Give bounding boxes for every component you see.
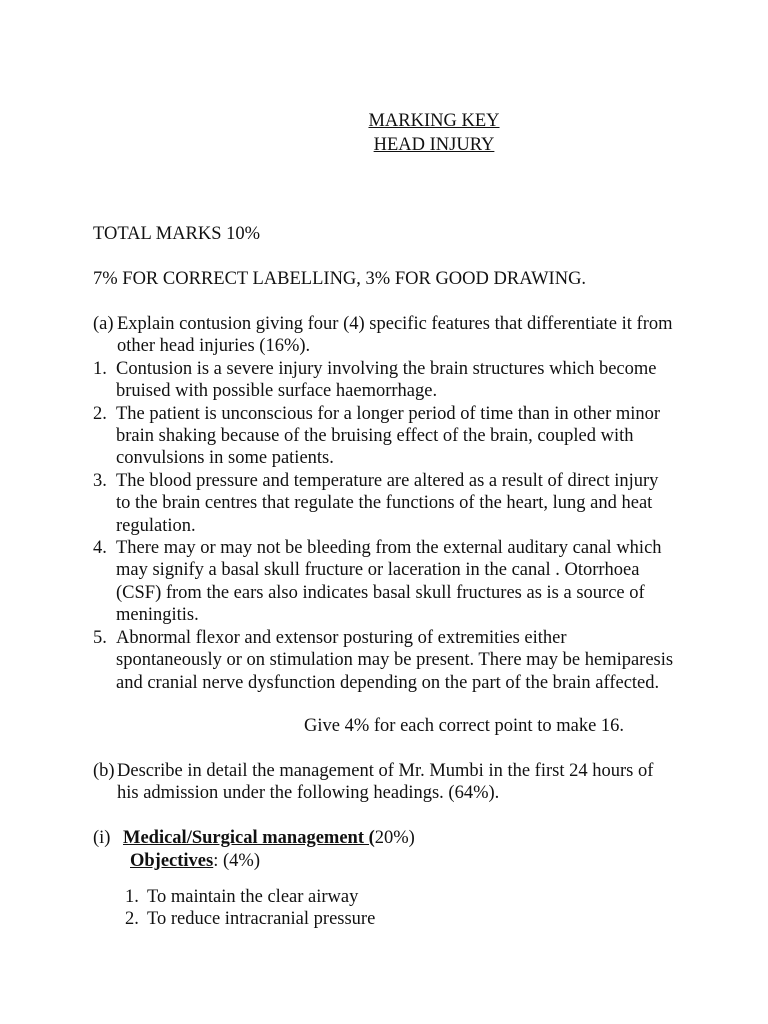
- document-subtitle: HEAD INJURY: [373, 135, 495, 155]
- document-title: MARKING KEY: [368, 111, 500, 131]
- objectives-line: [130, 850, 260, 872]
- list-number: 4.: [93, 538, 107, 559]
- part-b-section: [93, 760, 693, 805]
- sub-heading-marks: 20%): [374, 828, 415, 848]
- list-number: 1.: [125, 887, 139, 907]
- list-number: 2.: [93, 403, 107, 424]
- list-item: [93, 470, 693, 537]
- list-number: 3.: [93, 470, 107, 491]
- part-b-question: [93, 760, 693, 805]
- marking-note: Give 4% for each correct point to make 16.: [304, 716, 625, 736]
- list-item: [125, 886, 647, 908]
- part-a-question: [93, 313, 693, 358]
- list-text: To maintain the clear airway: [147, 887, 359, 907]
- list-item: [93, 358, 693, 403]
- part-a-question-text: Explain contusion giving four (4) specific features that differentiate it from other head injuries (16%).: [117, 314, 673, 357]
- list-text: The blood pressure and temperature are altered as a result of direct injury to the brain centres that regulate the functions of the heart, lung and heat regulation.: [116, 470, 659, 536]
- labelling-note: 7% FOR CORRECT LABELLING, 3% FOR GOOD DRAWING.: [93, 269, 587, 289]
- list-text: Abnormal flexor and extensor posturing of extremities either spontaneously or on stimulation may be present. There may be hemiparesis and cranial nerve dysfunction depending on the part of the brain affected.: [116, 627, 674, 693]
- list-text: The patient is unconscious for a longer period of time than in other minor brain shaking because of the bruising effect of the brain, coupled with convulsions in some patients.: [116, 403, 661, 469]
- part-a-points: [93, 358, 693, 694]
- list-text: Contusion is a severe injury involving the brain structures which become bruised with possible surface haemorrhage.: [116, 358, 657, 402]
- list-item: [93, 627, 693, 694]
- list-text: To reduce intracranial pressure: [147, 909, 376, 930]
- part-a-label: (a): [93, 314, 114, 334]
- objectives-marks: : (4%): [213, 851, 260, 871]
- objectives-label: Objectives: [130, 851, 214, 871]
- list-item: [125, 908, 647, 930]
- part-a-section: [93, 313, 693, 694]
- total-marks: TOTAL MARKS 10%: [93, 224, 261, 244]
- list-number: 1.: [93, 358, 107, 379]
- list-text: There may or may not be bleeding from the external auditary canal which may signify a basal skull fructure or laceration in the canal . Otorrhoea (CSF) from the ears also indicates basal skull fructures as is a source of meningitis.: [116, 538, 662, 626]
- objectives-list: [125, 886, 647, 931]
- sub-heading-i: [93, 827, 415, 849]
- list-item: [93, 403, 693, 470]
- roman-numeral: (i): [93, 828, 111, 848]
- part-b-question-text: Describe in detail the management of Mr. Mumbi in the first 24 hours of his admission under the following headings. (64%).: [117, 761, 654, 804]
- list-number: 2.: [125, 909, 139, 930]
- sub-heading-title: Medical/Surgical management (: [123, 828, 375, 848]
- list-item: [93, 537, 693, 627]
- list-number: 5.: [93, 627, 107, 648]
- part-b-label: (b): [93, 761, 115, 781]
